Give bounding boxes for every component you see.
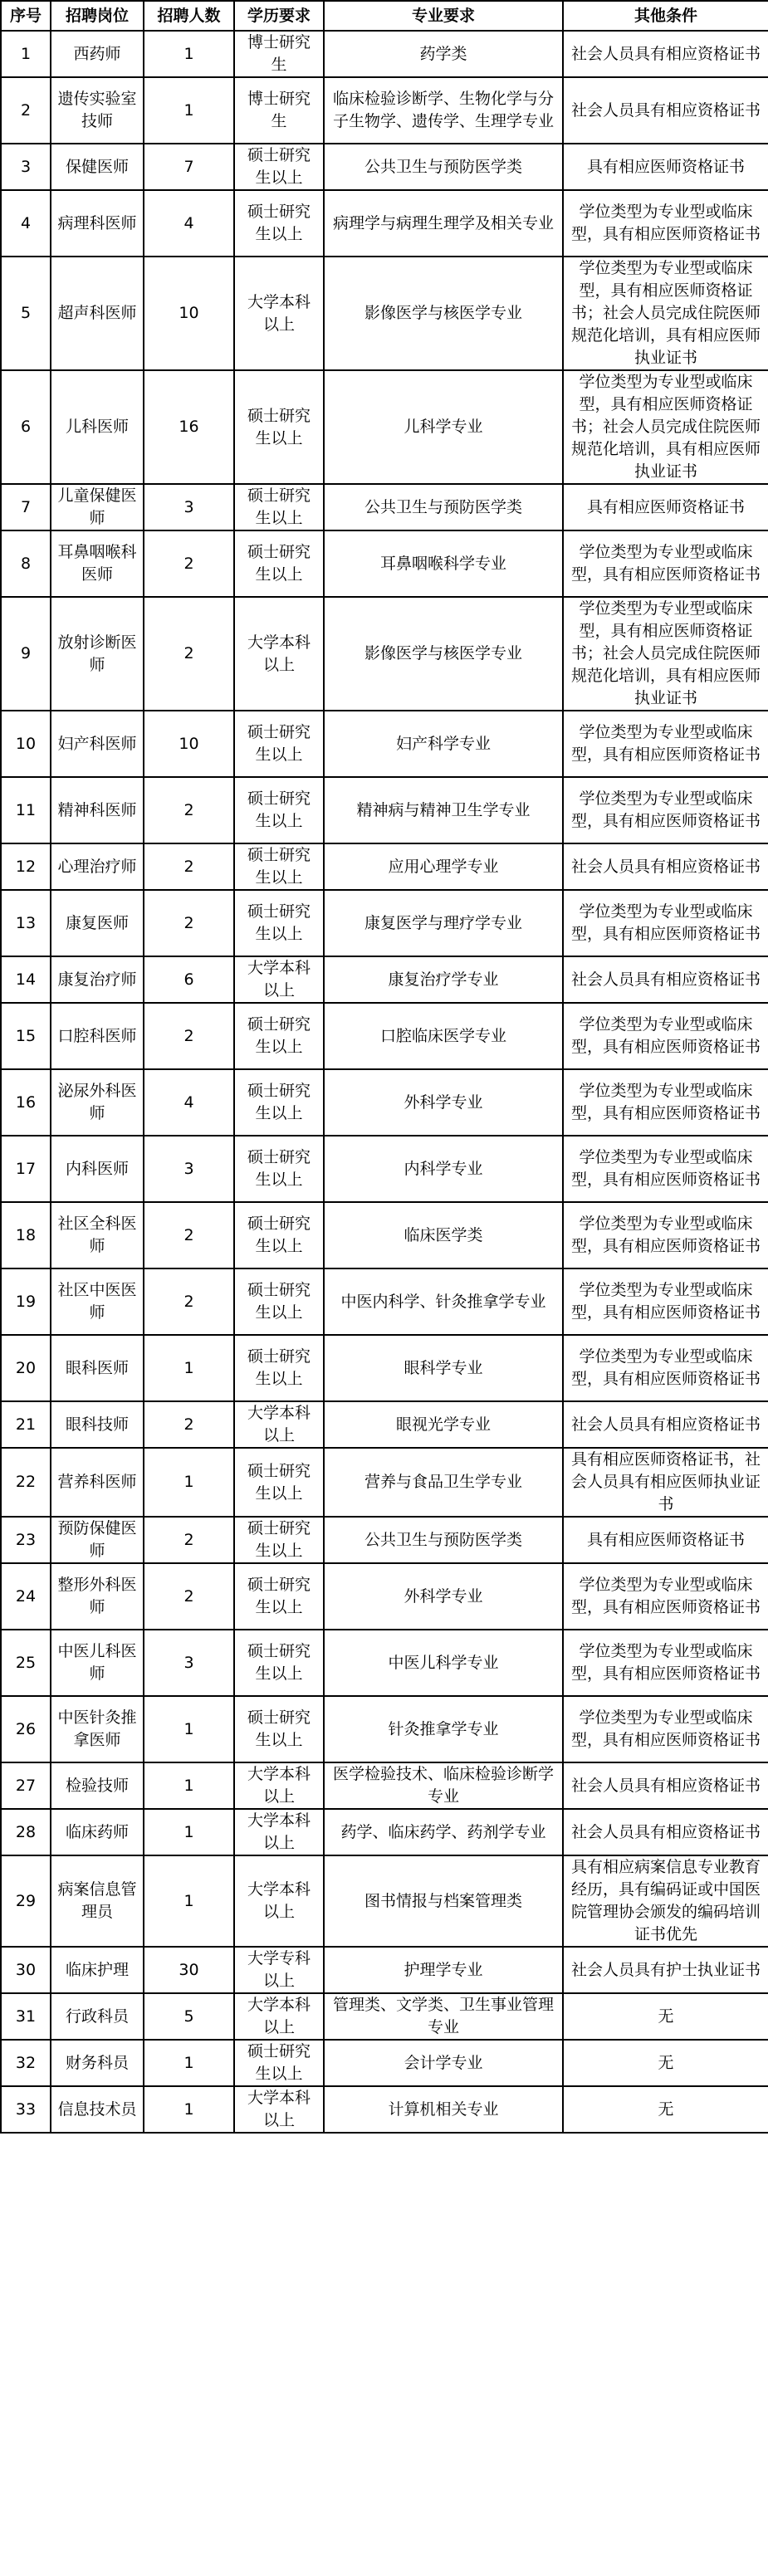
cell-serial: 1 <box>1 31 51 77</box>
cell-serial: 6 <box>1 370 51 484</box>
cell-count: 4 <box>144 190 234 257</box>
cell-position: 行政科员 <box>51 1993 144 2040</box>
table-row <box>1 1136 768 1202</box>
cell-other: 无 <box>563 2086 768 2133</box>
cell-major: 康复医学与理疗学专业 <box>324 890 563 956</box>
table-row <box>1 1069 768 1136</box>
cell-major: 药学、临床药学、药剂学专业 <box>324 1809 563 1855</box>
cell-major: 公共卫生与预防医学类 <box>324 144 563 190</box>
cell-other: 学位类型为专业型或临床型，具有相应医师资格证书 <box>563 890 768 956</box>
cell-count: 2 <box>144 843 234 890</box>
table-row <box>1 257 768 370</box>
cell-major: 临床医学类 <box>324 1202 563 1268</box>
cell-count: 3 <box>144 1136 234 1202</box>
cell-education: 硕士研究生以上 <box>234 1448 324 1517</box>
cell-serial: 3 <box>1 144 51 190</box>
cell-count: 1 <box>144 31 234 77</box>
table-row <box>1 530 768 597</box>
cell-count: 2 <box>144 1401 234 1448</box>
table-body <box>1 31 768 2133</box>
cell-other: 学位类型为专业型或临床型，具有相应医师资格证书 <box>563 1563 768 1630</box>
table-row <box>1 1003 768 1069</box>
cell-education: 硕士研究生以上 <box>234 1069 324 1136</box>
cell-major: 公共卫生与预防医学类 <box>324 484 563 530</box>
cell-serial: 11 <box>1 777 51 843</box>
table-row <box>1 1202 768 1268</box>
cell-major: 病理学与病理生理学及相关专业 <box>324 190 563 257</box>
cell-count: 2 <box>144 597 234 711</box>
cell-other: 社会人员具有相应资格证书 <box>563 956 768 1003</box>
table-row <box>1 1947 768 1993</box>
table-row <box>1 1809 768 1855</box>
cell-serial: 21 <box>1 1401 51 1448</box>
cell-serial: 8 <box>1 530 51 597</box>
cell-count: 1 <box>144 2040 234 2086</box>
cell-other: 社会人员具有护士执业证书 <box>563 1947 768 1993</box>
cell-serial: 24 <box>1 1563 51 1630</box>
header-major: 专业要求 <box>324 1 563 31</box>
cell-serial: 20 <box>1 1335 51 1401</box>
cell-major: 会计学专业 <box>324 2040 563 2086</box>
cell-other: 社会人员具有相应资格证书 <box>563 1401 768 1448</box>
cell-education: 硕士研究生以上 <box>234 890 324 956</box>
header-other: 其他条件 <box>563 1 768 31</box>
cell-position: 中医儿科医师 <box>51 1630 144 1696</box>
cell-count: 2 <box>144 777 234 843</box>
cell-position: 放射诊断医师 <box>51 597 144 711</box>
cell-count: 5 <box>144 1993 234 2040</box>
cell-other: 学位类型为专业型或临床型，具有相应医师资格证书 <box>563 190 768 257</box>
cell-education: 大学本科以上 <box>234 1993 324 2040</box>
cell-position: 临床药师 <box>51 1809 144 1855</box>
cell-count: 1 <box>144 1762 234 1809</box>
table-row <box>1 890 768 956</box>
cell-position: 口腔科医师 <box>51 1003 144 1069</box>
cell-other: 学位类型为专业型或临床型，具有相应医师资格证书；社会人员完成住院医师规范化培训，具有相应医师执业证书 <box>563 370 768 484</box>
table-row <box>1 484 768 530</box>
cell-serial: 28 <box>1 1809 51 1855</box>
cell-other: 学位类型为专业型或临床型，具有相应医师资格证书 <box>563 1696 768 1762</box>
table-row <box>1 1268 768 1335</box>
cell-serial: 27 <box>1 1762 51 1809</box>
cell-count: 2 <box>144 1202 234 1268</box>
cell-major: 管理类、文学类、卫生事业管理专业 <box>324 1993 563 2040</box>
cell-education: 硕士研究生以上 <box>234 370 324 484</box>
cell-education: 硕士研究生以上 <box>234 1202 324 1268</box>
cell-count: 4 <box>144 1069 234 1136</box>
cell-other: 社会人员具有相应资格证书 <box>563 31 768 77</box>
table-row <box>1 1517 768 1563</box>
cell-other: 学位类型为专业型或临床型，具有相应医师资格证书；社会人员完成住院医师规范化培训，具有相应医师执业证书 <box>563 257 768 370</box>
cell-major: 妇产科学专业 <box>324 711 563 777</box>
cell-other: 社会人员具有相应资格证书 <box>563 843 768 890</box>
cell-serial: 4 <box>1 190 51 257</box>
cell-major: 外科学专业 <box>324 1069 563 1136</box>
header-count: 招聘人数 <box>144 1 234 31</box>
cell-position: 眼科技师 <box>51 1401 144 1448</box>
cell-education: 硕士研究生以上 <box>234 530 324 597</box>
cell-other: 学位类型为专业型或临床型，具有相应医师资格证书；社会人员完成住院医师规范化培训，具有相应医师执业证书 <box>563 597 768 711</box>
table-row <box>1 956 768 1003</box>
cell-other: 学位类型为专业型或临床型，具有相应医师资格证书 <box>563 1136 768 1202</box>
cell-count: 2 <box>144 890 234 956</box>
cell-serial: 13 <box>1 890 51 956</box>
cell-serial: 26 <box>1 1696 51 1762</box>
table-row <box>1 1993 768 2040</box>
cell-count: 6 <box>144 956 234 1003</box>
cell-count: 1 <box>144 2086 234 2133</box>
cell-position: 中医针灸推拿医师 <box>51 1696 144 1762</box>
table-row <box>1 144 768 190</box>
cell-count: 2 <box>144 1003 234 1069</box>
cell-position: 病理科医师 <box>51 190 144 257</box>
cell-other: 学位类型为专业型或临床型，具有相应医师资格证书 <box>563 1268 768 1335</box>
cell-count: 2 <box>144 1517 234 1563</box>
header-row <box>1 1 768 31</box>
cell-education: 硕士研究生以上 <box>234 711 324 777</box>
cell-education: 大学本科以上 <box>234 597 324 711</box>
cell-education: 大学本科以上 <box>234 1762 324 1809</box>
cell-count: 1 <box>144 1448 234 1517</box>
table-row <box>1 2086 768 2133</box>
cell-major: 图书情报与档案管理类 <box>324 1855 563 1947</box>
cell-serial: 25 <box>1 1630 51 1696</box>
cell-serial: 2 <box>1 77 51 144</box>
cell-serial: 15 <box>1 1003 51 1069</box>
cell-serial: 23 <box>1 1517 51 1563</box>
cell-other: 学位类型为专业型或临床型，具有相应医师资格证书 <box>563 1202 768 1268</box>
cell-education: 博士研究生 <box>234 31 324 77</box>
cell-major: 中医内科学、针灸推拿学专业 <box>324 1268 563 1335</box>
cell-serial: 17 <box>1 1136 51 1202</box>
cell-education: 大学本科以上 <box>234 1809 324 1855</box>
cell-major: 计算机相关专业 <box>324 2086 563 2133</box>
cell-count: 1 <box>144 77 234 144</box>
cell-count: 30 <box>144 1947 234 1993</box>
cell-count: 1 <box>144 1335 234 1401</box>
table-row <box>1 777 768 843</box>
cell-position: 社区中医医师 <box>51 1268 144 1335</box>
cell-education: 硕士研究生以上 <box>234 484 324 530</box>
table-row <box>1 2040 768 2086</box>
table-row <box>1 1448 768 1517</box>
table-row <box>1 190 768 257</box>
cell-major: 康复治疗学专业 <box>324 956 563 1003</box>
header-position: 招聘岗位 <box>51 1 144 31</box>
cell-other: 具有相应医师资格证书 <box>563 484 768 530</box>
cell-education: 硕士研究生以上 <box>234 1335 324 1401</box>
table-row <box>1 711 768 777</box>
cell-serial: 22 <box>1 1448 51 1517</box>
cell-major: 口腔临床医学专业 <box>324 1003 563 1069</box>
cell-serial: 7 <box>1 484 51 530</box>
cell-education: 大学本科以上 <box>234 2086 324 2133</box>
cell-serial: 9 <box>1 597 51 711</box>
cell-education: 硕士研究生以上 <box>234 1563 324 1630</box>
cell-position: 财务科员 <box>51 2040 144 2086</box>
cell-other: 无 <box>563 1993 768 2040</box>
cell-other: 具有相应病案信息专业教育经历，具有编码证或中国医院管理协会颁发的编码培训证书优先 <box>563 1855 768 1947</box>
cell-position: 信息技术员 <box>51 2086 144 2133</box>
cell-major: 医学检验技术、临床检验诊断学专业 <box>324 1762 563 1809</box>
cell-serial: 16 <box>1 1069 51 1136</box>
cell-count: 7 <box>144 144 234 190</box>
cell-major: 眼视光学专业 <box>324 1401 563 1448</box>
cell-education: 大学本科以上 <box>234 257 324 370</box>
table-row <box>1 370 768 484</box>
cell-position: 泌尿外科医师 <box>51 1069 144 1136</box>
cell-serial: 18 <box>1 1202 51 1268</box>
cell-other: 具有相应医师资格证书，社会人员具有相应医师执业证书 <box>563 1448 768 1517</box>
cell-position: 营养科医师 <box>51 1448 144 1517</box>
table-row <box>1 1401 768 1448</box>
cell-position: 耳鼻咽喉科医师 <box>51 530 144 597</box>
cell-other: 学位类型为专业型或临床型，具有相应医师资格证书 <box>563 1630 768 1696</box>
cell-major: 针灸推拿学专业 <box>324 1696 563 1762</box>
cell-education: 大学本科以上 <box>234 1855 324 1947</box>
cell-education: 硕士研究生以上 <box>234 777 324 843</box>
table-row <box>1 77 768 144</box>
table-row <box>1 1762 768 1809</box>
cell-position: 预防保健医师 <box>51 1517 144 1563</box>
cell-other: 学位类型为专业型或临床型，具有相应医师资格证书 <box>563 1069 768 1136</box>
cell-position: 眼科医师 <box>51 1335 144 1401</box>
cell-education: 硕士研究生以上 <box>234 1696 324 1762</box>
cell-count: 10 <box>144 711 234 777</box>
cell-education: 硕士研究生以上 <box>234 190 324 257</box>
cell-count: 16 <box>144 370 234 484</box>
cell-major: 护理学专业 <box>324 1947 563 1993</box>
cell-serial: 31 <box>1 1993 51 2040</box>
cell-major: 营养与食品卫生学专业 <box>324 1448 563 1517</box>
cell-education: 大学本科以上 <box>234 1401 324 1448</box>
cell-other: 学位类型为专业型或临床型，具有相应医师资格证书 <box>563 1335 768 1401</box>
cell-position: 社区全科医师 <box>51 1202 144 1268</box>
cell-other: 无 <box>563 2040 768 2086</box>
cell-major: 应用心理学专业 <box>324 843 563 890</box>
cell-position: 康复治疗师 <box>51 956 144 1003</box>
header-serial: 序号 <box>1 1 51 31</box>
cell-position: 内科医师 <box>51 1136 144 1202</box>
cell-other: 学位类型为专业型或临床型，具有相应医师资格证书 <box>563 711 768 777</box>
cell-position: 心理治疗师 <box>51 843 144 890</box>
cell-position: 检验技师 <box>51 1762 144 1809</box>
cell-major: 中医儿科学专业 <box>324 1630 563 1696</box>
cell-position: 康复医师 <box>51 890 144 956</box>
cell-major: 公共卫生与预防医学类 <box>324 1517 563 1563</box>
cell-other: 学位类型为专业型或临床型，具有相应医师资格证书 <box>563 530 768 597</box>
cell-education: 硕士研究生以上 <box>234 144 324 190</box>
cell-education: 硕士研究生以上 <box>234 843 324 890</box>
cell-education: 硕士研究生以上 <box>234 1517 324 1563</box>
cell-major: 内科学专业 <box>324 1136 563 1202</box>
cell-count: 2 <box>144 1563 234 1630</box>
cell-education: 硕士研究生以上 <box>234 1630 324 1696</box>
cell-position: 病案信息管理员 <box>51 1855 144 1947</box>
cell-major: 外科学专业 <box>324 1563 563 1630</box>
cell-major: 眼科学专业 <box>324 1335 563 1401</box>
cell-count: 2 <box>144 530 234 597</box>
cell-serial: 19 <box>1 1268 51 1335</box>
cell-position: 遗传实验室技师 <box>51 77 144 144</box>
cell-serial: 14 <box>1 956 51 1003</box>
cell-serial: 10 <box>1 711 51 777</box>
cell-education: 硕士研究生以上 <box>234 1268 324 1335</box>
table-row <box>1 843 768 890</box>
cell-major: 药学类 <box>324 31 563 77</box>
cell-count: 3 <box>144 1630 234 1696</box>
cell-count: 1 <box>144 1696 234 1762</box>
cell-count: 1 <box>144 1855 234 1947</box>
cell-education: 博士研究生 <box>234 77 324 144</box>
cell-position: 妇产科医师 <box>51 711 144 777</box>
table-row <box>1 597 768 711</box>
cell-major: 影像医学与核医学专业 <box>324 257 563 370</box>
header-education: 学历要求 <box>234 1 324 31</box>
cell-major: 儿科学专业 <box>324 370 563 484</box>
cell-major: 影像医学与核医学专业 <box>324 597 563 711</box>
cell-other: 具有相应医师资格证书 <box>563 1517 768 1563</box>
cell-other: 具有相应医师资格证书 <box>563 144 768 190</box>
cell-count: 10 <box>144 257 234 370</box>
cell-position: 整形外科医师 <box>51 1563 144 1630</box>
cell-serial: 29 <box>1 1855 51 1947</box>
cell-education: 硕士研究生以上 <box>234 1136 324 1202</box>
cell-position: 西药师 <box>51 31 144 77</box>
cell-other: 社会人员具有相应资格证书 <box>563 77 768 144</box>
cell-position: 保健医师 <box>51 144 144 190</box>
cell-serial: 5 <box>1 257 51 370</box>
cell-position: 精神科医师 <box>51 777 144 843</box>
table-row <box>1 1696 768 1762</box>
cell-education: 大学专科以上 <box>234 1947 324 1993</box>
cell-major: 耳鼻咽喉科学专业 <box>324 530 563 597</box>
table-row <box>1 1855 768 1947</box>
cell-count: 2 <box>144 1268 234 1335</box>
cell-other: 社会人员具有相应资格证书 <box>563 1762 768 1809</box>
cell-position: 儿科医师 <box>51 370 144 484</box>
cell-major: 精神病与精神卫生学专业 <box>324 777 563 843</box>
cell-serial: 33 <box>1 2086 51 2133</box>
cell-major: 临床检验诊断学、生物化学与分子生物学、遗传学、生理学专业 <box>324 77 563 144</box>
table-row <box>1 1630 768 1696</box>
cell-serial: 12 <box>1 843 51 890</box>
cell-other: 学位类型为专业型或临床型，具有相应医师资格证书 <box>563 777 768 843</box>
table-row <box>1 1563 768 1630</box>
cell-other: 社会人员具有相应资格证书 <box>563 1809 768 1855</box>
cell-education: 大学本科以上 <box>234 956 324 1003</box>
cell-education: 硕士研究生以上 <box>234 1003 324 1069</box>
cell-position: 儿童保健医师 <box>51 484 144 530</box>
cell-education: 硕士研究生以上 <box>234 2040 324 2086</box>
cell-position: 超声科医师 <box>51 257 144 370</box>
cell-position: 临床护理 <box>51 1947 144 1993</box>
cell-count: 3 <box>144 484 234 530</box>
cell-other: 学位类型为专业型或临床型，具有相应医师资格证书 <box>563 1003 768 1069</box>
cell-count: 1 <box>144 1809 234 1855</box>
table-row <box>1 1335 768 1401</box>
cell-serial: 30 <box>1 1947 51 1993</box>
table-row <box>1 31 768 77</box>
cell-serial: 32 <box>1 2040 51 2086</box>
